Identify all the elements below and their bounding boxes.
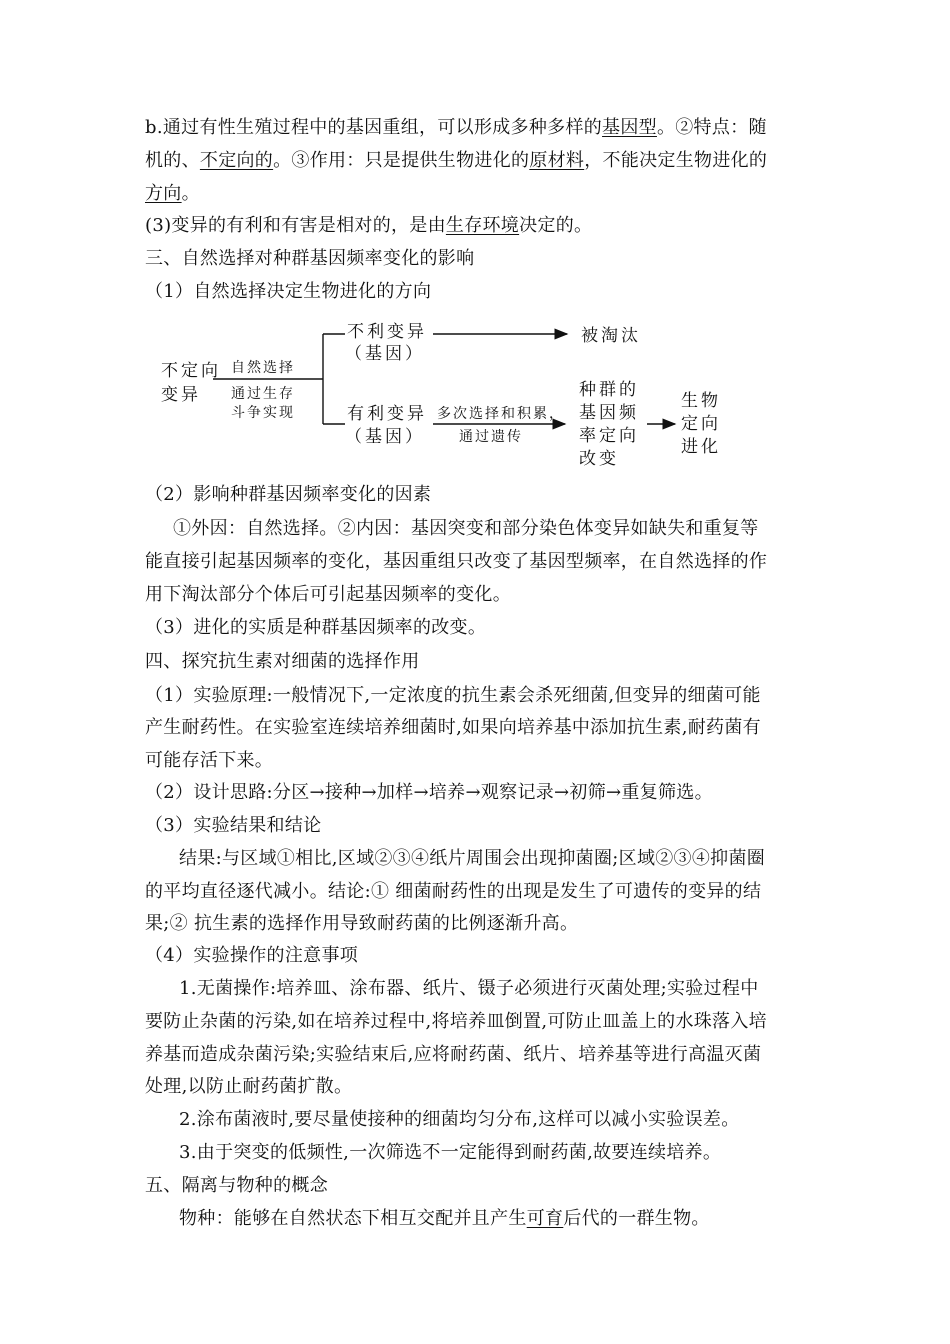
text-line: （1）实验原理:一般情况下,一定浓度的抗生素会杀死细菌,但变异的细菌可能 <box>145 685 761 706</box>
text-line: b.通过有性生殖过程中的基因重组，可以形成多种多样的基因型。②特点：随 <box>145 117 767 138</box>
subsection-heading: （2）影响种群基因频率变化的因素 <box>145 484 432 505</box>
text-line: 3.由于突变的低频性,一次筛选不一定能得到耐药菌,故要连续培养。 <box>179 1142 722 1163</box>
text-line: 方向。 <box>145 183 200 204</box>
section-heading: 四、探究抗生素对细菌的选择作用 <box>145 651 420 672</box>
population-label: 基因频 <box>579 403 639 423</box>
population-label: 率定向 <box>579 426 639 446</box>
bottom-branch-label: 有利变异 <box>347 404 427 424</box>
evolution-diagram <box>155 318 735 478</box>
text-line: 用下淘汰部分个体后可引起基因频率的变化。 <box>145 584 511 605</box>
evolution-label: 进化 <box>681 437 721 457</box>
upper-left-label: 自然选择 <box>231 360 295 376</box>
underlined-term: 生存环境 <box>445 215 520 236</box>
lower-left-label: 通过生存 <box>231 386 295 402</box>
lower-arrow-label: 通过遗传 <box>459 429 523 445</box>
text-line: 要防止杂菌的污染,如在培养过程中,将培养皿倒置,可防止皿盖上的水珠落入培 <box>145 1011 767 1032</box>
text-line: 养基而造成杂菌污染;实验结束后,应将耐药菌、纸片、培养基等进行高温灭菌 <box>145 1044 762 1065</box>
population-label: 种群的 <box>579 380 639 400</box>
evolution-label: 定向 <box>681 414 721 434</box>
subsection-heading: （1）自然选择决定生物进化的方向 <box>145 281 432 302</box>
eliminated-label: 被淘汰 <box>581 326 641 346</box>
top-branch-label: （基因） <box>345 344 425 364</box>
section-heading: 五、隔离与物种的概念 <box>145 1175 328 1196</box>
text-line: 的平均直径逐代减小。结论:① 细菌耐药性的出现是发生了可遗传的变异的结 <box>145 881 762 902</box>
text-line: 产生耐药性。在实验室连续培养细菌时,如果向培养基中添加抗生素,耐药菌有 <box>145 717 761 738</box>
text-line: 机的、不定向的。③作用：只是提供生物进化的原材料，不能决定生物进化的 <box>145 150 768 171</box>
text-line: 处理,以防止耐药菌扩散。 <box>145 1076 353 1097</box>
population-label: 改变 <box>579 449 619 469</box>
text-line: 结果:与区域①相比,区域②③④纸片周围会出现抑菌圈;区域②③④抑菌圈 <box>179 848 766 869</box>
bottom-branch-label: （基因） <box>345 427 425 447</box>
text-line: 能直接引起基因频率的变化，基因重组只改变了基因型频率，在自然选择的作 <box>145 551 768 572</box>
upper-arrow-label: 多次选择和积累， <box>437 406 565 422</box>
underlined-term: 不定向的 <box>199 150 274 171</box>
text-line: 果;② 抗生素的选择作用导致耐药菌的比例逐渐升高。 <box>145 913 579 934</box>
top-branch-label: 不利变异 <box>347 322 427 342</box>
text-line: 1.无菌操作:培养皿、涂布器、纸片、镊子必须进行灭菌处理;实验过程中 <box>179 978 759 999</box>
text-line: 2.涂布菌液时,要尽量使接种的细菌均匀分布,这样可以减小实验误差。 <box>179 1109 740 1130</box>
text-line: 可能存活下来。 <box>145 750 274 771</box>
underlined-term: 可育 <box>526 1208 564 1229</box>
start-label: 不定向 <box>161 361 221 381</box>
underlined-term: 原材料 <box>529 150 585 171</box>
text-line: （3）进化的实质是种群基因频率的改变。 <box>145 617 487 638</box>
start-label: 变异 <box>161 385 201 405</box>
subsection-heading: （3）实验结果和结论 <box>145 815 322 836</box>
text-line: (3)变异的有利和有害是相对的，是由生存环境决定的。 <box>145 215 593 236</box>
text-line: ①外因：自然选择。②内因：基因突变和部分染色体变异如缺失和重复等 <box>173 518 759 539</box>
text-line: （2）设计思路:分区→接种→加样→培养→观察记录→初筛→重复筛选。 <box>145 782 713 803</box>
section-heading: 三、自然选择对种群基因频率变化的影响 <box>145 248 475 269</box>
underlined-term: 方向 <box>145 183 182 204</box>
text-line: 物种：能够在自然状态下相互交配并且产生可育后代的一群生物。 <box>179 1208 710 1229</box>
lower-left-label: 斗争实现 <box>231 405 295 421</box>
subsection-heading: （4）实验操作的注意事项 <box>145 945 359 966</box>
evolution-label: 生物 <box>681 391 721 411</box>
underlined-term: 基因型 <box>602 117 657 138</box>
